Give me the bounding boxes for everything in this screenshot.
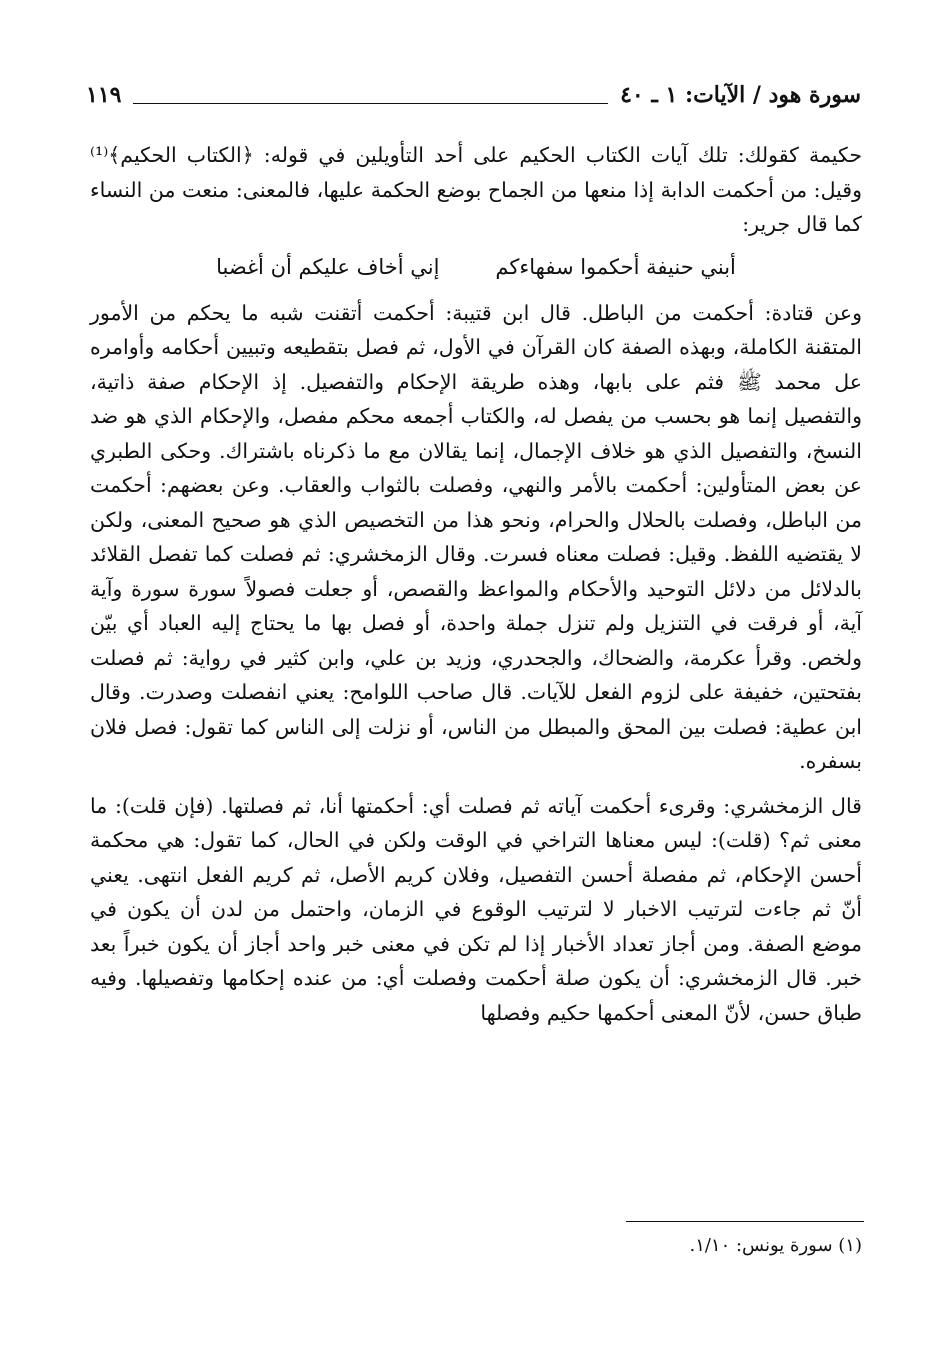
verse-second-hemistich: إني أخاف عليكم أن أغضبا — [216, 254, 440, 279]
paragraph-2: وعن قتادة: أحكمت من الباطل. قال ابن قتيبة: أحكمت أتقنت شبه ما يحكم من الأمور المتقنة الكاملة، وبهذه الصفة كان القرآن في الأول، ثم فصل بتقطيعه وتبيين أحكامه وأوامره عل محمد ﷺ فثم على بابها، وهذه طريقة الإحكام والتفصيل. إذ الإحكام صفة ذاتية، والتفصيل إنما هو بحسب من يفصل له، والكتاب أجمعه محكم مفصل، والإحكام الذي هو ضد النسخ، والتفصيل الذي هو خلاف الإجمال، إنما يقالان مع ما ذكرناه باشتراك. وحكى الطبري عن بعض المتأولين: أحكمت بالأمر والنهي، وفصلت بالثواب والعقاب. وعن بعضهم: أحكمت من الباطل، وفصلت بالحلال والحرام، ونحو هذا من التخصيص الذي هو صحيح المعنى، ولكن لا يقتضيه اللفظ. وقيل: فصلت معناه فسرت. وقال الزمخشري: ثم فصلت كما تفصل القلائد بالدلائل من دلائل التوحيد والأحكام والمواعظ والقصص، أو جعلت فصولاً سورة سورة وآية آية، أو فرقت في التنزيل ولم تنزل جملة واحدة، أو فصل بها ما يحتاج إليه العباد أي بيّن ولخص. وقرأ عكرمة، والضحاك، والجحدري، وزيد بن علي، وابن كثير في رواية: ثم فصلت بفتحتين، خفيفة على لزوم الفعل للآيات. قال صاحب اللوامح: يعني انفصلت وصدرت. وقال ابن عطية: فصلت بين المحق والمبطل من الناس، أو نزلت إلى الناس كما تقول: فصل فلان بسفره. — [90, 300, 862, 773]
page-number: ١١٩ — [86, 82, 122, 108]
surah-title: سورة هود / الآيات: ١ ـ ٤٠ — [620, 82, 861, 108]
footnote-rule — [626, 1221, 864, 1222]
paragraph-gap — [90, 779, 862, 789]
main-text — [90, 138, 862, 1030]
header-rule — [133, 103, 608, 104]
running-header — [86, 78, 861, 112]
footnote: (١) سورة يونس: ١/١٠. — [689, 1235, 862, 1256]
verse-first-hemistich: أبني حنيفة أحكموا سفهاءكم — [495, 254, 736, 279]
paragraph-3: قال الزمخشري: وقرىء أحكمت آياته ثم فصلت أي: أحكمتها أنا، ثم فصلتها. (فإن قلت): ما معنى ثم؟ (قلت): ليس معناها التراخي في الوقت ولكن في الحال، كما تقول: هي محكمة أحسن الإحكام، ثم مفصلة أحسن التفصيل، وفلان كريم الأصل، ثم كريم الفعل انتهى. يعني أنّ ثم جاءت لترتيب الاخبار لا لترتيب الوقوع في الزمان، واحتمل من لدن أن يكون في موضع الصفة. ومن أجاز تعداد الأخبار إذا لم تكن في معنى خبر واحد أجاز أن يكون خبراً بعد خبر. قال الزمخشري: أن يكون صلة أحكمت وفصلت أي: من عنده إحكامها وتفصيلها. وفيه طباق حسن، لأنّ المعنى أحكمها حكيم وفصلها — [90, 793, 862, 1025]
poetry-verse — [90, 250, 862, 284]
paragraph-1: حكيمة كقولك: تلك آيات الكتاب الحكيم على أحد التأويلين في قوله: ﴿الكتاب الحكيم﴾⁽¹⁾ وقيل: من أحكمت الدابة إذا منعها من الجماح بوضع الحكمة عليها، فالمعنى: منعت من النساء كما قال جرير: — [90, 143, 862, 236]
